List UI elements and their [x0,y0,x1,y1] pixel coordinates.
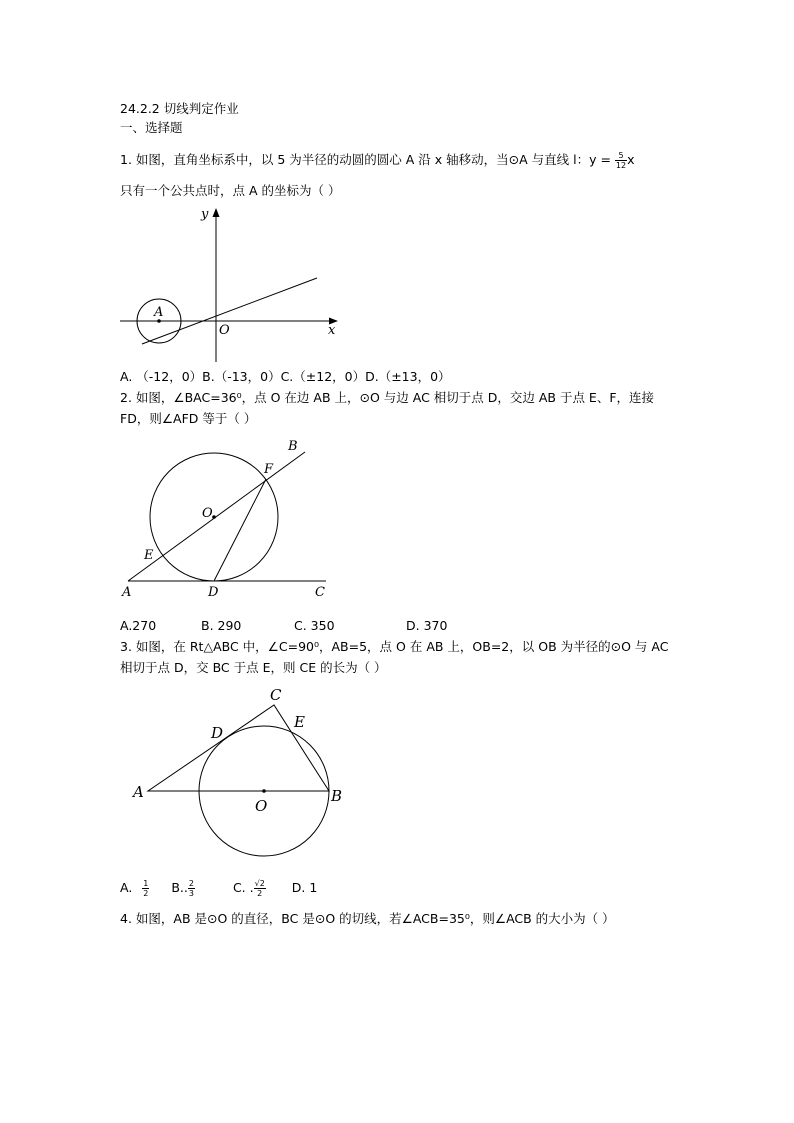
q2-option-b: B. 290 [201,618,242,633]
q3-label-o: O [255,797,268,815]
q1-label-o: O [219,323,230,338]
q3-opt-b-num: 2 [188,879,194,888]
q2-label-e: E [144,548,154,563]
q2-line2: FD，则∠AFD 等于（ ） [120,411,257,426]
q1-text-before: 1. 如图，直角坐标系中，以 5 为半径的动圆的圆心 A 沿 x 轴移动，当⊙A 与直线 l：y = [120,152,611,167]
worksheet-title: 24.2.2 切线判定作业 [120,101,239,116]
q3-option-d: D. 1 [291,880,318,895]
q2-label-c: C [315,585,325,600]
q4-line1: 4. 如图，AB 是⊙O 的直径，BC 是⊙O 的切线，若∠ACB=35⁰，则∠ACB 的大小为（ ） [120,911,615,926]
q3-label-a: A [133,783,144,801]
q1-label-a: A [154,305,164,320]
q1-label-y: y [201,207,209,222]
q3-opt-b-prefix: B.. [171,880,188,895]
q3-opt-c-prefix: C. . [232,880,254,895]
q3-line1: 3. 如图，在 Rt△ABC 中，∠C=90⁰，AB=5，点 O 在 AB 上，OB=2，以 OB 为半径的⊙O 与 AC [120,639,669,654]
q2-label-d: D [208,585,219,600]
q1-label-x: x [328,323,336,338]
q3-option-c [232,879,266,898]
q1-text-after: x [627,152,635,167]
q3-opt-a-den: 2 [143,889,149,898]
q1-options: A. （-12，0）B.（-13，0）C.（±12，0）D.（±13，0） [120,369,451,384]
q3-option-b [171,879,195,898]
q1-frac-den: 12 [615,161,627,170]
q3-opt-b-frac [188,879,195,898]
q2-label-a: A [122,585,132,600]
q3-option-a [120,879,149,898]
q3-line2: 相切于点 D，交 BC 于点 E，则 CE 的长为（ ） [120,660,387,675]
q1-frac-num: 5 [615,151,627,161]
q3-label-b: B [331,787,343,805]
q3-options [120,879,317,898]
q2-label-o: O [202,506,213,521]
q3-opt-c-den: 2 [257,889,263,898]
q2-option-c: C. 350 [294,618,335,633]
q3-opt-a-num: 1 [143,879,149,888]
q2-label-b: B [288,439,298,454]
q3-label-e: E [294,713,305,731]
q2-option-d: D. 370 [406,618,448,633]
q3-opt-a-prefix: A. [120,880,133,895]
q1-line2: 只有一个公共点时，点 A 的坐标为（ ） [120,183,341,198]
q3-opt-a-frac [142,879,149,898]
section-heading: 一、选择题 [120,120,183,135]
q3-opt-c-frac [254,879,266,898]
q3-label-c: C [270,686,282,704]
q3-opt-c-num: √2 [254,879,265,888]
q3-opt-b-den: 3 [188,889,194,898]
q3-label-d: D [211,724,224,742]
q2-option-a: A.270 [120,618,157,633]
q2-label-f: F [264,462,274,477]
q2-line1: 2. 如图，∠BAC=36⁰，点 O 在边 AB 上，⊙O 与边 AC 相切于点 D，交边 AB 于点 E、F，连接 [120,390,655,405]
